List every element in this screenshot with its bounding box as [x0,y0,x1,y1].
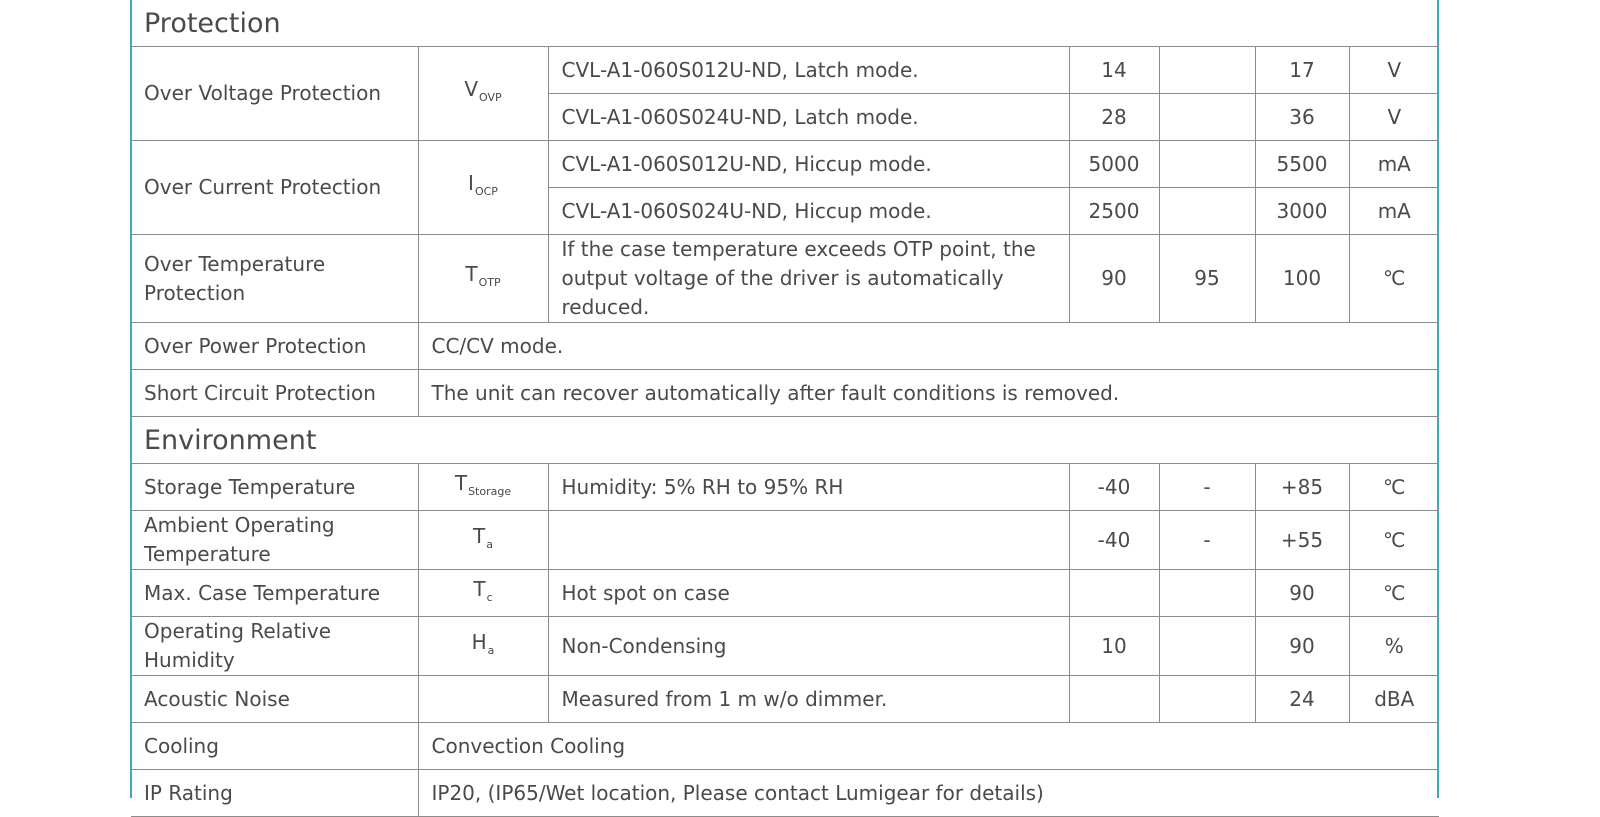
min-value [1069,570,1159,617]
min-value: -40 [1069,511,1159,570]
min-value: 90 [1069,235,1159,323]
table-row [131,570,1439,617]
spec-table [131,0,1439,817]
min-value: 2500 [1069,188,1159,235]
typ-value [1159,47,1255,94]
condition: CVL-A1-060S012U-ND, Latch mode. [548,47,1069,94]
max-value: 36 [1255,94,1349,141]
table-row [131,370,1439,417]
min-value: 10 [1069,617,1159,676]
symbol: T [473,523,486,548]
param-label: Max. Case Temperature [131,570,418,617]
symbol-subscript: a [487,643,495,657]
min-value: 5000 [1069,141,1159,188]
param-value: The unit can recover automatically after fault conditions is removed. [418,370,1439,417]
symbol: V [464,77,479,101]
typ-value: - [1159,464,1255,511]
unit: mA [1349,141,1439,188]
condition: CVL-A1-060S024U-ND, Hiccup mode. [548,188,1069,235]
condition: CVL-A1-060S012U-ND, Hiccup mode. [548,141,1069,188]
typ-value [1159,141,1255,188]
unit: ℃ [1349,570,1439,617]
symbol-subscript: OCP [474,185,498,198]
symbol-subscript: c [486,590,493,604]
symbol-subscript: Storage [468,484,512,498]
symbol-cell [418,617,548,676]
param-label: Over Current Protection [131,141,418,235]
condition [548,511,1069,570]
param-label: Operating Relative Humidity [131,617,418,676]
table-row [131,770,1439,817]
param-value: CC/CV mode. [418,323,1439,370]
unit: dBA [1349,676,1439,723]
section-heading: Protection [131,0,1439,47]
table-row [131,723,1439,770]
max-value: 90 [1255,570,1349,617]
symbol-subscript: OVP [479,91,502,104]
table-row [131,47,1439,94]
condition: CVL-A1-060S024U-ND, Latch mode. [548,94,1069,141]
unit: V [1349,47,1439,94]
table-row [131,464,1439,511]
symbol-subscript: a [486,537,493,551]
unit: % [1349,617,1439,676]
table-row [131,141,1439,188]
typ-value: 95 [1159,235,1255,323]
max-value: 3000 [1255,188,1349,235]
condition: Non-Condensing [548,617,1069,676]
param-label: Short Circuit Protection [131,370,418,417]
symbol: T [465,262,478,286]
param-label: Over Power Protection [131,323,418,370]
max-value: 100 [1255,235,1349,323]
symbol-cell [418,676,548,723]
min-value [1069,676,1159,723]
unit: V [1349,94,1439,141]
symbol-cell [418,570,548,617]
section-row-protection [131,0,1439,47]
typ-value: - [1159,511,1255,570]
table-row [131,235,1439,323]
max-value: 90 [1255,617,1349,676]
section-heading: Environment [131,417,1439,464]
table-row [131,323,1439,370]
unit: ℃ [1349,464,1439,511]
typ-value [1159,94,1255,141]
symbol: I [468,171,474,195]
typ-value [1159,617,1255,676]
max-value: +85 [1255,464,1349,511]
max-value: +55 [1255,511,1349,570]
typ-value [1159,570,1255,617]
symbol: H [471,629,487,654]
symbol: T [473,576,486,601]
min-value: -40 [1069,464,1159,511]
section-row-environment [131,417,1439,464]
table-row [131,676,1439,723]
unit: ℃ [1349,511,1439,570]
symbol: T [454,470,468,495]
condition: Measured from 1 m w/o dimmer. [548,676,1069,723]
condition: Humidity: 5% RH to 95% RH [548,464,1069,511]
param-label: Over Voltage Protection [131,47,418,141]
param-label: IP Rating [131,770,418,817]
symbol-cell [418,47,548,141]
condition: Hot spot on case [548,570,1069,617]
symbol-cell [418,511,548,570]
param-label: Acoustic Noise [131,676,418,723]
table-row [131,511,1439,570]
unit: mA [1349,188,1439,235]
unit: ℃ [1349,235,1439,323]
min-value: 28 [1069,94,1159,141]
condition: If the case temperature exceeds OTP point, the output voltage of the driver is automatically reduced. [548,235,1069,323]
typ-value [1159,188,1255,235]
param-value: IP20, (IP65/Wet location, Please contact Lumigear for details) [418,770,1439,817]
symbol-subscript: OTP [478,276,501,289]
param-value: Convection Cooling [418,723,1439,770]
table-row [131,617,1439,676]
param-label: Over Temperature Protection [131,235,418,323]
symbol-cell [418,464,548,511]
min-value: 14 [1069,47,1159,94]
symbol-cell [418,235,548,323]
max-value: 24 [1255,676,1349,723]
max-value: 5500 [1255,141,1349,188]
symbol-cell [418,141,548,235]
param-label: Cooling [131,723,418,770]
param-label: Ambient Operating Temperature [131,511,418,570]
max-value: 17 [1255,47,1349,94]
typ-value [1159,676,1255,723]
param-label: Storage Temperature [131,464,418,511]
